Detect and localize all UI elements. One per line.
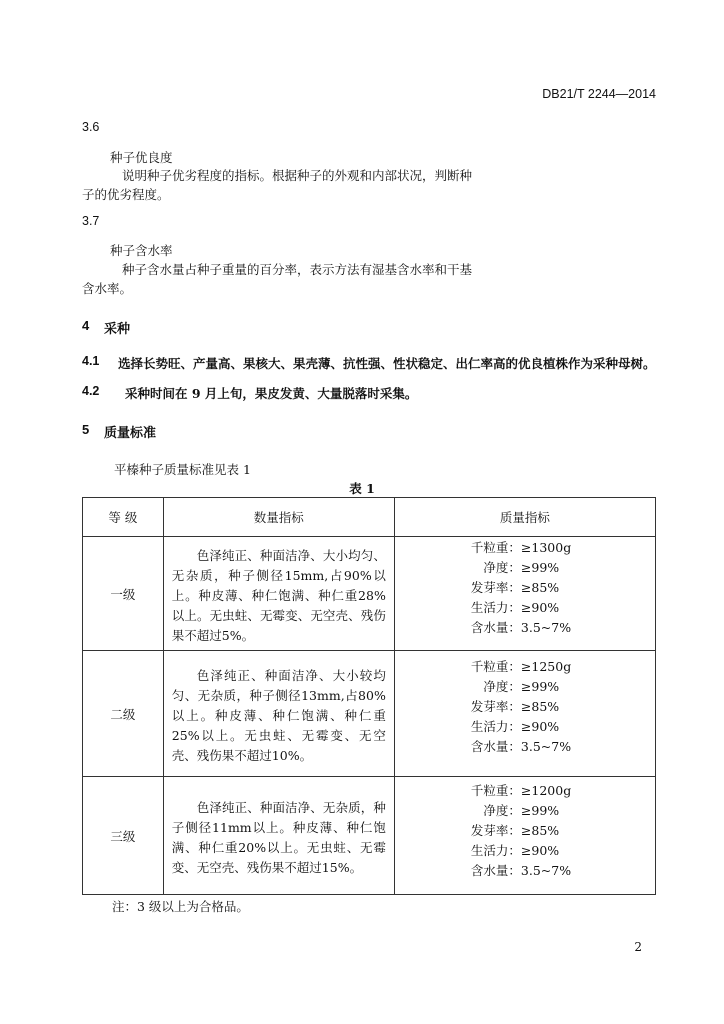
section-4-1-number: 4.1 xyxy=(82,354,100,368)
quality-value: 3.5~7% xyxy=(520,739,572,754)
quality-value: ≥85% xyxy=(520,580,560,595)
quality-line xyxy=(396,558,654,578)
quality-label: 千粒重： xyxy=(470,540,521,555)
section-3-7-term: 种子含水率 xyxy=(110,243,173,258)
grade-cell: 三级 xyxy=(83,777,164,895)
quality-value: ≥85% xyxy=(520,823,560,838)
quality-label: 发芽率： xyxy=(470,580,521,595)
quality-label: 净度： xyxy=(483,803,521,818)
quality-label: 生活力： xyxy=(470,600,521,615)
quality-value: ≥99% xyxy=(520,803,560,818)
quality-label: 净度： xyxy=(483,560,521,575)
quality-line xyxy=(396,841,654,861)
section-3-7-definition-line1: 种子含水量占种子重量的百分率，表示方法有湿基含水率和干基 xyxy=(122,262,473,277)
section-5-number: 5 xyxy=(82,422,90,437)
quality-value: ≥99% xyxy=(520,560,560,575)
table-title: 表 1 xyxy=(349,481,375,496)
section-3-6-definition-line1: 说明种子优劣程度的指标。根据种子的外观和内部状况，判断种 xyxy=(122,168,473,183)
seed-quality-table xyxy=(82,497,656,895)
quantity-index-cell: 色泽纯正、种面洁净、大小较均匀、无杂质，种子侧径13mm,占80%以上。种皮薄、种仁饱满、种仁重25%以上。无虫蛀、无霉变、无空壳、残伤果不超过10%。 xyxy=(163,651,394,777)
quality-index-cell xyxy=(394,537,655,651)
section-4-2-number: 4.2 xyxy=(82,384,100,398)
quantity-index-cell: 色泽纯正、种面洁净、无杂质，种子侧径11mm以上。种皮薄、种仁饱满、种仁重20%以上。无虫蛀、无霉变、无空壳、残伤果不超过15%。 xyxy=(163,777,394,895)
quality-label: 千粒重： xyxy=(470,659,521,674)
quality-line xyxy=(396,657,654,677)
table-row xyxy=(83,537,656,651)
quality-label: 千粒重： xyxy=(470,783,521,798)
quantity-index-cell: 色泽纯正、种面洁净、大小均匀、无杂质，种子侧径15mm,占90%以上。种皮薄、种仁饱满、种仁重28%以上。无虫蛀、无霉变、无空壳、残伤果不超过5%。 xyxy=(163,537,394,651)
section-5-title: 质量标准 xyxy=(104,426,157,441)
table-header-row xyxy=(83,498,656,537)
quality-value: ≥1200g xyxy=(520,783,572,798)
quality-line xyxy=(396,861,654,881)
quality-label: 含水量： xyxy=(470,739,521,754)
quality-line xyxy=(396,737,654,757)
quality-index-cell xyxy=(394,651,655,777)
quality-line xyxy=(396,677,654,697)
section-3-7-number: 3.7 xyxy=(82,214,100,228)
quality-value: ≥1300g xyxy=(520,540,572,555)
section-3-6-number: 3.6 xyxy=(82,120,100,134)
section-3-6-term: 种子优良度 xyxy=(110,150,173,165)
section-3-7-definition-line2: 含水率。 xyxy=(82,281,133,296)
quality-label: 净度： xyxy=(483,679,521,694)
quality-value: ≥99% xyxy=(520,679,560,694)
quality-value: ≥90% xyxy=(520,843,560,858)
quality-line xyxy=(396,697,654,717)
quality-line xyxy=(396,538,654,558)
quality-label: 发芽率： xyxy=(470,823,521,838)
section-3-6-definition-line2: 子的优劣程度。 xyxy=(82,187,170,202)
table-row xyxy=(83,777,656,895)
quality-line xyxy=(396,821,654,841)
header-quantity-index: 数量指标 xyxy=(163,498,394,537)
standard-code: DB21/T 2244—2014 xyxy=(542,87,656,101)
header-grade: 等 级 xyxy=(83,498,164,537)
quality-value: 3.5~7% xyxy=(520,863,572,878)
quality-value: ≥90% xyxy=(520,719,560,734)
quality-value: ≥1250g xyxy=(520,659,572,674)
grade-cell: 一级 xyxy=(83,537,164,651)
quality-label: 生活力： xyxy=(470,843,521,858)
quality-label: 含水量： xyxy=(470,863,521,878)
section-4-title: 采种 xyxy=(104,322,131,337)
table-intro: 平榛种子质量标准见表 1 xyxy=(114,462,251,477)
grade-cell: 二级 xyxy=(83,651,164,777)
header-quality-index: 质量指标 xyxy=(394,498,655,537)
quality-line xyxy=(396,717,654,737)
table-row xyxy=(83,651,656,777)
quality-label: 发芽率： xyxy=(470,699,521,714)
quality-line xyxy=(396,781,654,801)
quality-label: 含水量： xyxy=(470,620,521,635)
quality-line xyxy=(396,578,654,598)
quality-value: ≥90% xyxy=(520,600,560,615)
section-4-2-text: 采种时间在 9 月上旬，果皮发黄、大量脱落时采集。 xyxy=(125,386,418,401)
quality-line xyxy=(396,618,654,638)
quality-value: 3.5~7% xyxy=(520,620,572,635)
table-note: 注：3 级以上为合格品。 xyxy=(112,899,249,914)
quality-value: ≥85% xyxy=(520,699,560,714)
section-4-number: 4 xyxy=(82,318,90,333)
quality-index-cell xyxy=(394,777,655,895)
quality-line xyxy=(396,801,654,821)
section-4-1-text: 选择长势旺、产量高、果核大、果壳薄、抗性强、性状稳定、出仁率高的优良植株作为采种母树。 xyxy=(118,356,656,371)
page-number: 2 xyxy=(634,940,642,954)
quality-label: 生活力： xyxy=(470,719,521,734)
quality-line xyxy=(396,598,654,618)
